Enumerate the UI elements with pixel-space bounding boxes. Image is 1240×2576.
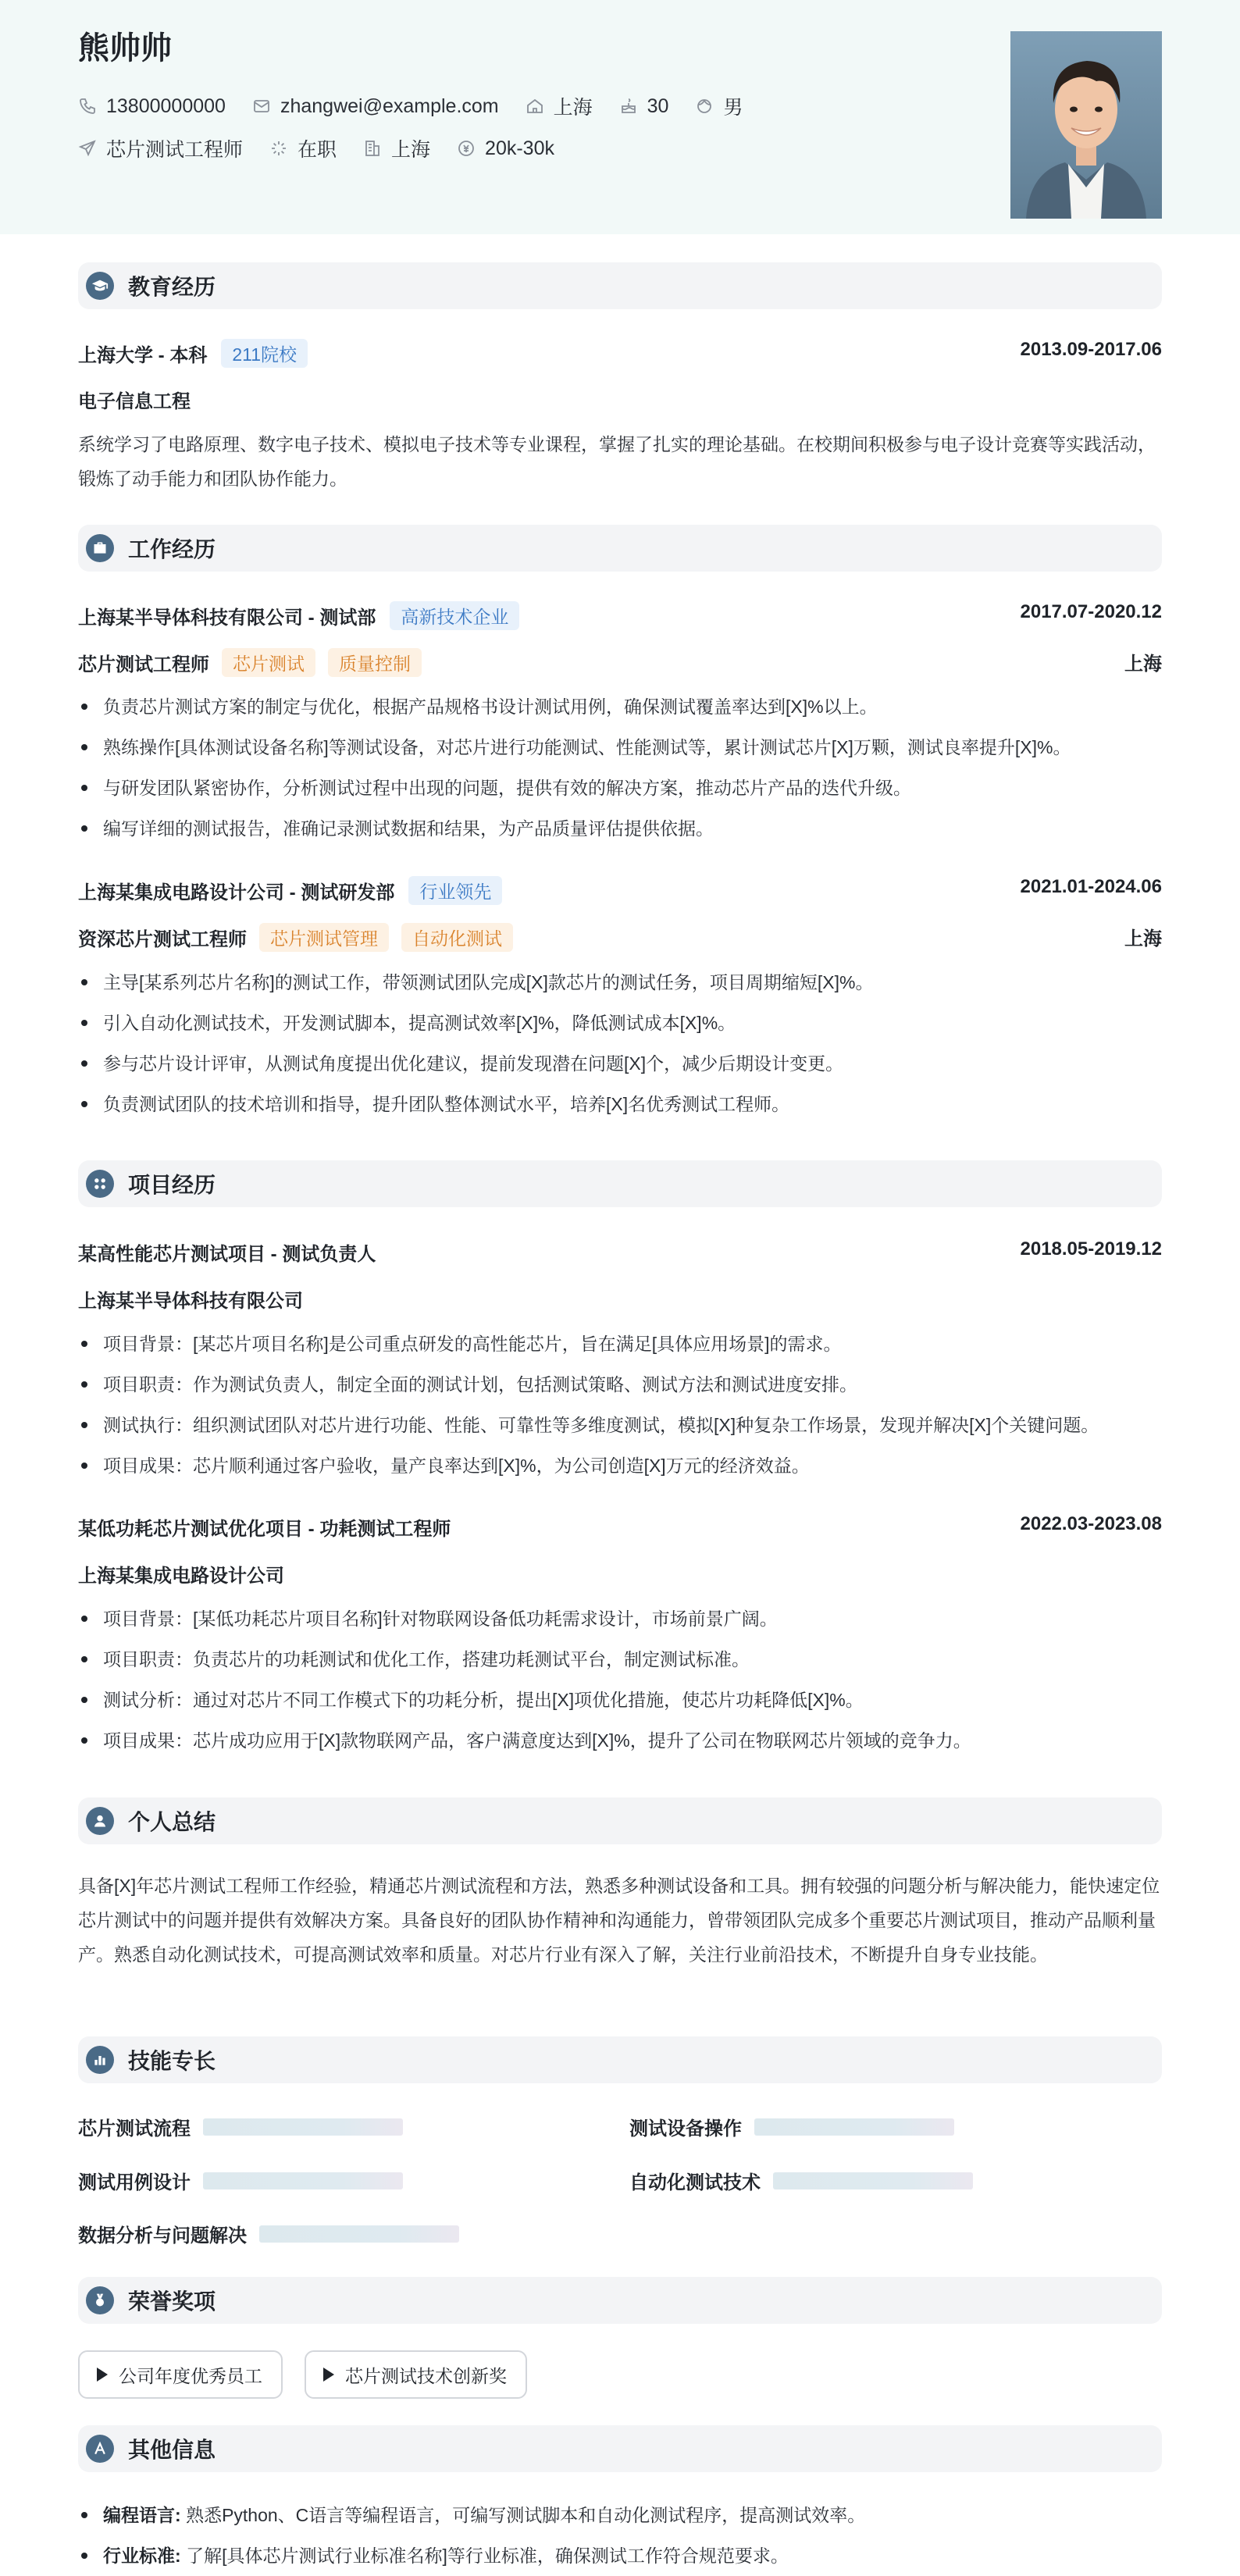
bar-chart-icon	[86, 2046, 114, 2074]
phone-item	[78, 95, 226, 118]
section-work-title: 工作经历	[128, 537, 216, 561]
cake-icon	[619, 97, 638, 116]
city-text: 上海	[391, 139, 431, 161]
school-name: 上海大学 - 本科	[78, 345, 208, 366]
skill-name: 自动化测试技术	[629, 2172, 761, 2193]
candidate-name: 熊帅帅	[78, 31, 172, 66]
skill-item	[78, 2167, 403, 2194]
graduation-cap-icon	[86, 272, 114, 300]
work-company: 上海某半导体科技有限公司 - 测试部	[78, 607, 376, 629]
work-period: 2017.07-2020.12	[1020, 601, 1162, 622]
coin-icon	[457, 139, 476, 158]
work-role-tag: 芯片测试管理	[259, 923, 389, 952]
project-period: 2018.05-2019.12	[1020, 1238, 1162, 1259]
salary-text: 20k-30k	[485, 137, 554, 159]
email-item	[252, 95, 499, 118]
section-summary	[78, 1797, 1162, 1844]
work-role-tag: 质量控制	[328, 648, 422, 677]
education-major: 电子信息工程	[78, 391, 191, 412]
status-item	[269, 134, 337, 162]
project-title: 某低功耗芯片测试优化项目 - 功耗测试工程师	[78, 1519, 451, 1540]
project-bullets	[78, 1324, 1162, 1486]
skill-level-bar	[773, 2172, 973, 2189]
work-bullets	[78, 686, 1162, 849]
work-company-tag: 行业领先	[408, 876, 502, 905]
skill-level-bar	[259, 2225, 459, 2243]
age-item	[619, 95, 669, 118]
school-tag: 211院校	[221, 339, 308, 368]
portrait-image	[1010, 31, 1162, 219]
award-badge	[305, 2350, 527, 2399]
mail-icon	[252, 97, 271, 116]
work-location: 上海	[1124, 928, 1162, 950]
list-item	[78, 2535, 1162, 2576]
work-role: 资深芯片测试工程师	[78, 929, 247, 950]
other-text: 熟悉Python、C语言等编程语言，可编写测试脚本和自动化测试程序，提高测试效率。	[186, 2505, 866, 2525]
briefcase-icon	[86, 534, 114, 562]
skill-name: 测试设备操作	[629, 2118, 742, 2140]
age-text: 30	[647, 94, 669, 117]
skill-name: 芯片测试流程	[78, 2118, 191, 2140]
skill-level-bar	[203, 2172, 403, 2189]
skill-item	[629, 2113, 954, 2140]
project-company: 上海某半导体科技有限公司	[78, 1291, 303, 1312]
work-company-tag: 高新技术企业	[390, 601, 519, 630]
gender-text: 男	[723, 97, 743, 119]
hometown-item	[526, 92, 593, 120]
education-period: 2013.09-2017.06	[1020, 339, 1162, 360]
section-education-title: 教育经历	[128, 275, 216, 299]
skill-item	[78, 2220, 459, 2247]
list-item: 熟练操作[具体测试设备名称]等测试设备，对芯片进行功能测试、性能测试等，累计测试芯片[X]万颗，测试良率提升[X]%。	[78, 727, 1162, 768]
award-badge	[78, 2350, 283, 2399]
list-item: 项目职责：作为测试负责人，制定全面的测试计划，包括测试策略、测试方法和测试进度安排。	[78, 1364, 1162, 1405]
position-item	[78, 134, 243, 162]
list-item: 项目职责：负责芯片的功耗测试和优化工作，搭建功耗测试平台，制定测试标准。	[78, 1639, 1162, 1680]
section-project	[78, 1160, 1162, 1207]
phone-text: 13800000000	[106, 94, 226, 117]
work-location: 上海	[1124, 654, 1162, 675]
medal-icon	[86, 2286, 114, 2314]
work-role-tag: 自动化测试	[401, 923, 513, 952]
section-skills	[78, 2036, 1162, 2083]
skill-name: 数据分析与问题解决	[78, 2225, 247, 2246]
resume-header	[0, 0, 1240, 234]
section-awards	[78, 2277, 1162, 2324]
salary-item	[457, 137, 554, 160]
project-bullets	[78, 1598, 1162, 1761]
work-role: 芯片测试工程师	[78, 654, 209, 675]
project-period: 2022.03-2023.08	[1020, 1513, 1162, 1534]
list-item: 参与芯片设计评审，从测试角度提出优化建议，提前发现潜在问题[X]个，减少后期设计变更。	[78, 1043, 1162, 1084]
work-period: 2021.01-2024.06	[1020, 876, 1162, 897]
building-icon	[363, 139, 382, 158]
list-item: 主导[某系列芯片名称]的测试工作，带领测试团队完成[X]款芯片的测试任务，项目周期缩短[X]%。	[78, 962, 1162, 1003]
list-item: 编写详细的测试报告，准确记录测试数据和结果，为产品质量评估提供依据。	[78, 808, 1162, 849]
list-item: 负责测试团队的技术培训和指导，提升团队整体测试水平，培养[X]名优秀测试工程师。	[78, 1084, 1162, 1124]
job-intent-row	[78, 134, 581, 162]
hometown-text: 上海	[553, 97, 593, 119]
section-education	[78, 262, 1162, 309]
position-text: 芯片测试工程师	[106, 139, 244, 161]
send-icon	[78, 139, 97, 158]
phone-icon	[78, 97, 97, 116]
work-company: 上海某集成电路设计公司 - 测试研发部	[78, 882, 395, 903]
award-name: 芯片测试技术创新奖	[345, 2365, 507, 2386]
section-work	[78, 525, 1162, 572]
section-skills-title: 技能专长	[128, 2049, 216, 2073]
user-icon	[86, 1807, 114, 1835]
summary-text: 具备[X]年芯片测试工程师工作经验，精通芯片测试流程和方法，熟悉多种测试设备和工具。拥有较强的问题分析与解决能力，能快速定位芯片测试中的问题并提供有效解决方案。具备良好的团队协作精神和沟通能力，曾带领团队完成多个重要芯片测试项目，推动产品顺利量产。熟悉自动化测试技术，可提高测试效率和质量。对芯片行业有深入了解，关注行业前沿技术，不断提升自身专业技能。	[78, 1876, 1160, 1965]
user-face-icon	[695, 97, 714, 116]
section-summary-title: 个人总结	[128, 1810, 216, 1834]
work-bullets	[78, 962, 1162, 1124]
grid-apps-icon	[86, 1170, 114, 1198]
skill-item	[78, 2113, 403, 2140]
contact-row	[78, 92, 769, 120]
other-label: 编程语言:	[103, 2505, 181, 2525]
skill-name: 测试用例设计	[78, 2172, 191, 2193]
list-item: 项目背景：[某芯片项目名称]是公司重点研发的高性能芯片，旨在满足[具体应用场景]的需求。	[78, 1324, 1162, 1364]
skill-item	[629, 2167, 973, 2194]
status-text: 在职	[298, 139, 337, 161]
status-spinner-icon	[269, 139, 288, 158]
project-company: 上海某集成电路设计公司	[78, 1566, 284, 1587]
list-item: 项目成果：芯片顺利通过客户验收，量产良率达到[X]%，为公司创造[X]万元的经济效益。	[78, 1445, 1162, 1486]
other-text: 了解[具体芯片测试行业标准名称]等行业标准，确保测试工作符合规范要求。	[186, 2546, 789, 2566]
work-role-tag: 芯片测试	[222, 648, 315, 677]
section-project-title: 项目经历	[128, 1173, 216, 1197]
profile-photo	[1010, 31, 1162, 219]
list-item: 引入自动化测试技术，开发测试脚本，提高测试效率[X]%，降低测试成本[X]%。	[78, 1003, 1162, 1043]
list-item: 项目成果：芯片成功应用于[X]款物联网产品，客户满意度达到[X]%，提升了公司在物联网芯片领域的竞争力。	[78, 1720, 1162, 1761]
section-other-title: 其他信息	[128, 2438, 216, 2462]
list-item	[78, 2495, 1162, 2535]
section-other	[78, 2425, 1162, 2472]
list-item: 负责芯片测试方案的制定与优化，根据产品规格书设计测试用例，确保测试覆盖率达到[X]%以上。	[78, 686, 1162, 727]
list-item: 与研发团队紧密协作，分析测试过程中出现的问题，提供有效的解决方案，推动芯片产品的迭代升级。	[78, 768, 1162, 808]
skill-level-bar	[754, 2118, 954, 2136]
other-label: 行业标准:	[103, 2546, 181, 2566]
list-item: 项目背景：[某低功耗芯片项目名称]针对物联网设备低功耗需求设计，市场前景广阔。	[78, 1598, 1162, 1639]
list-item: 测试执行：组织测试团队对芯片进行功能、性能、可靠性等多维度测试，模拟[X]种复杂工作场景，发现并解决[X]个关键问题。	[78, 1405, 1162, 1445]
award-name: 公司年度优秀员工	[119, 2365, 262, 2386]
other-bullets	[78, 2495, 1162, 2576]
education-description: 系统学习了电路原理、数字电子技术、模拟电子技术等专业课程，掌握了扎实的理论基础。在校期间积极参与电子设计竞赛等实践活动，锻炼了动手能力和团队协作能力。	[78, 434, 1156, 489]
letter-a-icon	[86, 2435, 114, 2463]
home-icon	[526, 97, 544, 116]
skill-level-bar	[203, 2118, 403, 2136]
play-triangle-icon	[97, 2368, 108, 2382]
gender-item	[695, 92, 743, 120]
section-awards-title: 荣誉奖项	[128, 2289, 216, 2314]
city-item	[363, 134, 430, 162]
project-title: 某高性能芯片测试项目 - 测试负责人	[78, 1244, 376, 1265]
play-triangle-icon	[323, 2368, 334, 2382]
list-item: 测试分析：通过对芯片不同工作模式下的功耗分析，提出[X]项优化措施，使芯片功耗降低[X]%。	[78, 1680, 1162, 1720]
email-text: zhangwei@example.com	[280, 94, 499, 117]
